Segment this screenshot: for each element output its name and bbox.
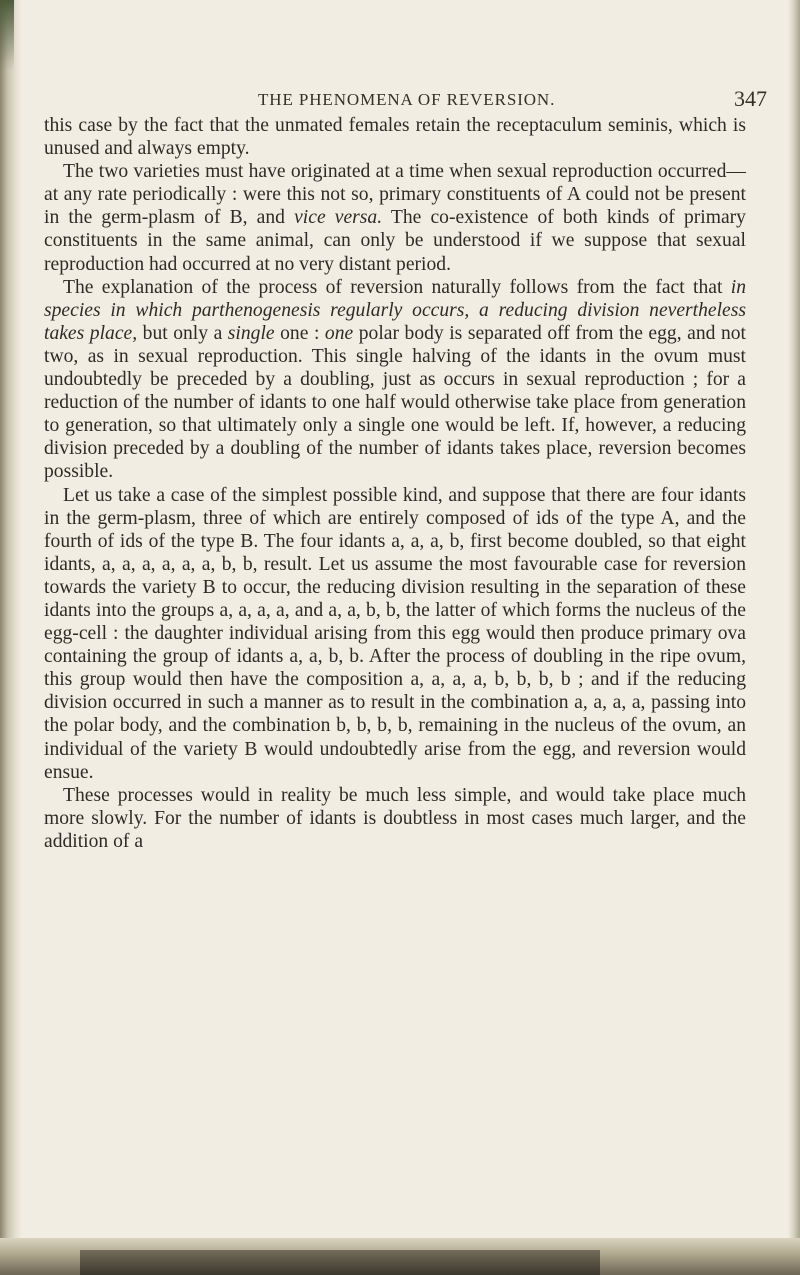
text-segment: one : xyxy=(274,322,325,344)
text-segment: The explanation of the process of reversion naturally follows from the fact that xyxy=(63,276,731,298)
page-edge-shadow xyxy=(788,0,800,1275)
text-segment: Let us take a case of the simplest possible kind, and suppose that there are four idants in the germ-plasm, three of which are entirely composed of ids of the type A, and the fourth of ids of the type B. The four idants a, a, a, b, first become doubled, so that eight idants, a, a, a, a, a, a, b, b, result. Let us assume the most favourable case for reversion towards the variety B to occur, the reducing division resulting in the separation of these idants into the groups a, a, a, a, and a, a, b, b, the latter of which forms the nucleus of the egg-cell : the daughter individual arising from this egg would then produce primary ova containing the group of idants a, a, b, b. After the process of doubling in the ripe ovum, this group would then have the composition a, a, a, a, b, b, b, b ; and if the reducing division occurred in such a manner as to result in the combination a, a, a, a, passing into the polar body, and the combination b, b, b, b, remaining in the nucleus of the ovum, an individual of the variety B would undoubtedly arise from the egg, and reversion would ensue. xyxy=(44,484,746,783)
running-head: THE PHENOMENA OF REVERSION. xyxy=(258,90,556,109)
paragraph-5 xyxy=(44,784,746,853)
italic-segment: one xyxy=(324,322,354,344)
page-gutter-shadow xyxy=(0,0,22,1275)
paragraph-2 xyxy=(44,160,746,275)
italic-segment: in species in which parthenogenesis regularly occurs, a reducing division nevertheless takes place, xyxy=(44,276,746,344)
page-number: 347 xyxy=(734,86,767,111)
italic-segment: vice versa. xyxy=(294,207,383,229)
text-segment: The co-existence of both kinds of primary constituents in the same animal, can only be understood if we suppose that sexual reproduction had occurred at no very distant period. xyxy=(44,207,746,275)
paragraph-3 xyxy=(44,276,746,484)
text-segment: The two varieties must have originated at a time when sexual reproduction occurred—at any rate periodically : were this not so, primary constituents of A could not be present in the germ-plasm of B, and xyxy=(44,161,746,229)
body-text xyxy=(44,114,746,853)
paragraph-1 xyxy=(44,114,746,160)
italic-segment: single xyxy=(227,322,275,344)
paragraph-4 xyxy=(44,484,746,784)
text-segment: These processes would in reality be much less simple, and would take place much more slowly. For the number of idants is doubtless in most cases much larger, and the addition of a xyxy=(44,784,746,852)
text-segment: but only a xyxy=(137,322,228,344)
text-segment: polar body is separated off from the egg, and not two, as in sexual reproduction. This single halving of the idants in the ovum must undoubtedly be preceded by a doubling, just as occurs in sexual reproduction ; for a reduction of the number of idants to one half would otherwise take place from generation to generation, so that ultimately only a single one would be left. If, however, a reducing division preceded by a doubling of the number of idants takes place, reversion becomes possible. xyxy=(44,322,746,483)
text-segment: this case by the fact that the unmated females retain the receptaculum seminis, which is unused and always empty. xyxy=(44,115,746,160)
page-bottom-shadow xyxy=(80,1250,600,1275)
binding-mark xyxy=(0,0,14,70)
